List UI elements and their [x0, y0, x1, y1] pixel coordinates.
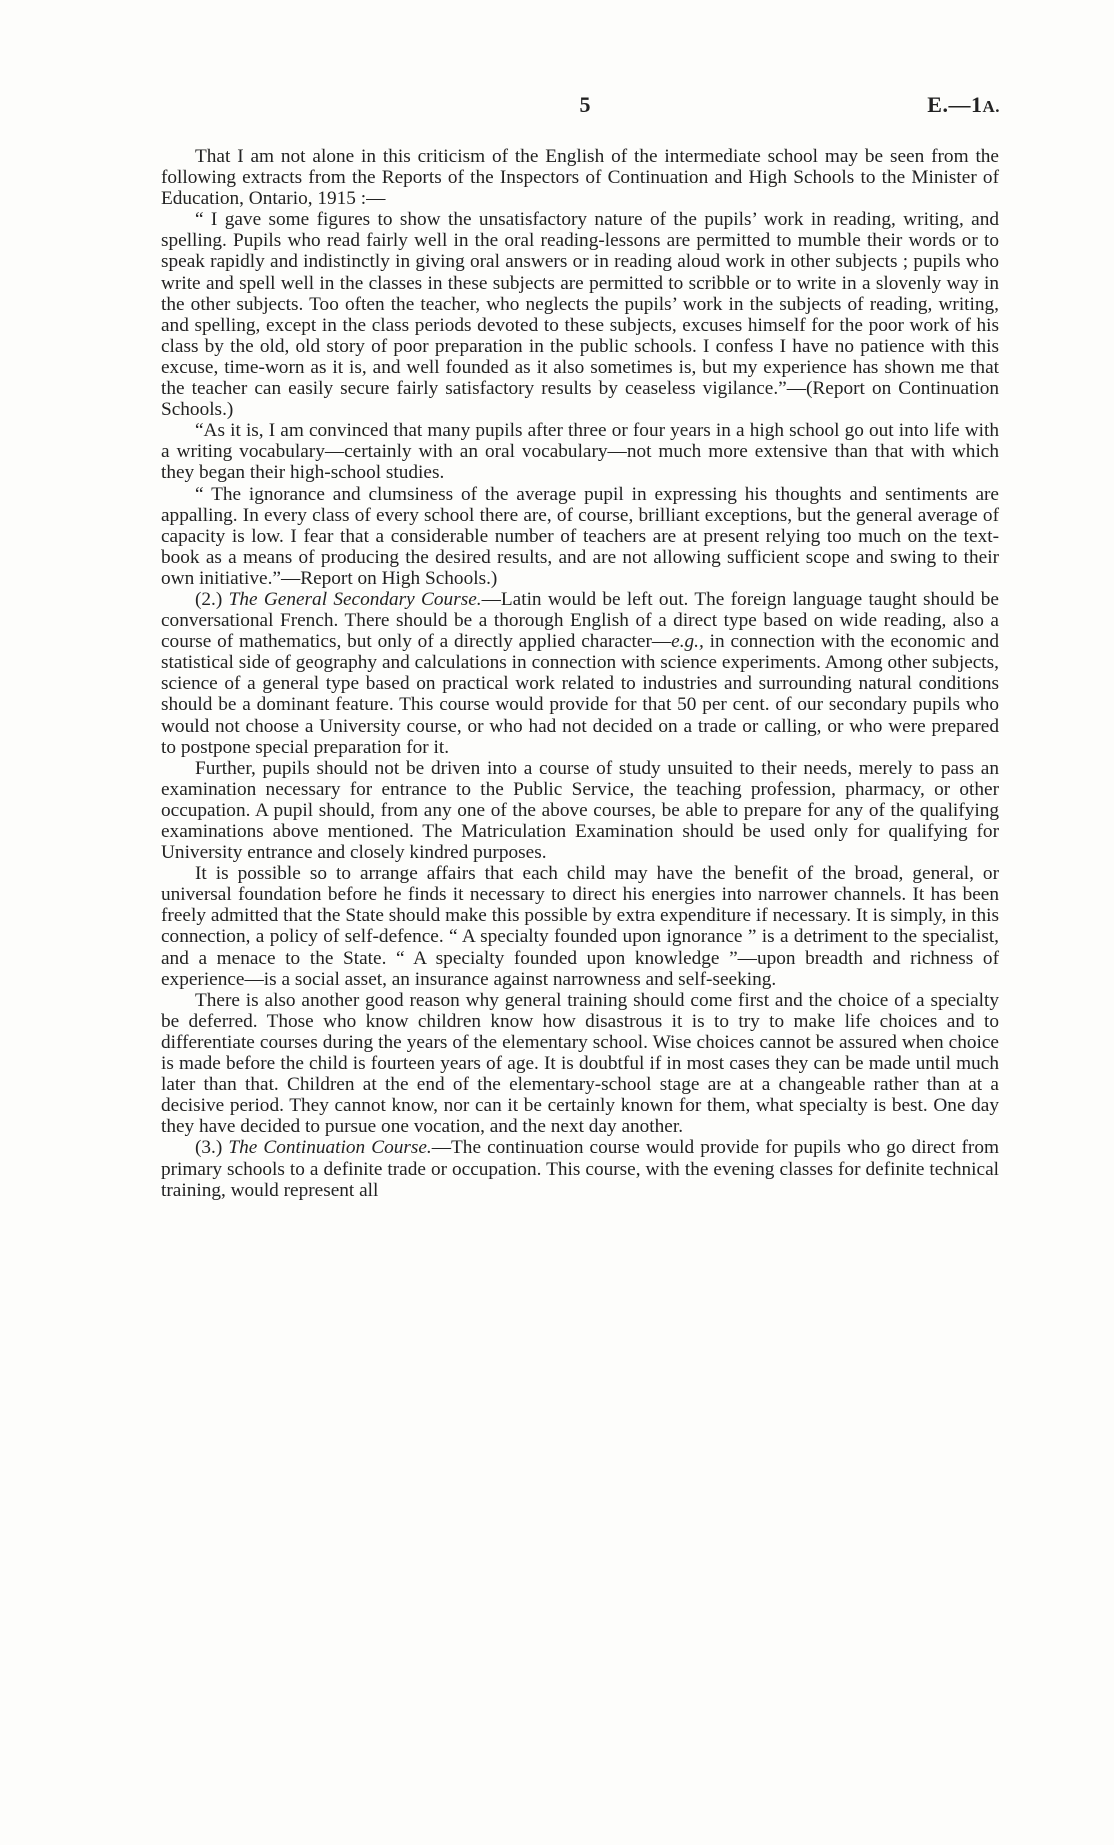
document-reference-main: E.—1 [927, 92, 983, 117]
page-number: 5 [579, 92, 591, 117]
section-heading: The General Secondary Course. [228, 588, 482, 610]
paragraph-text: —The continuation course would provide for pupils who go direct from primary schools to a definite trade or occupation. This course, with the evening classes for definite technical training, would represent all [161, 1137, 999, 1201]
paragraph-text: —Latin would be left out. The foreign language taught should be conversational French. There should be a thorough English of a direct type based on wide reading, also a course of mathematics, but only of a directly applied character— [161, 588, 999, 653]
paragraph: That I am not alone in this criticism of the English of the intermediate school may be seen from the following extracts from the Reports of the Inspectors of Continuation and High Schools to the Minister of Education, Ontario, 1915 :— [161, 146, 999, 210]
quoted-paragraph: “ The ignorance and clumsiness of the average pupil in expressing his thoughts and sentiments are appalling. In every class of every school there are, of course, brilliant exceptions, but the general average of capacity is low. I fear that a considerable number of teachers are at present relying too much on the text-book as a means of producing the desired results, and are not allowing sufficient scope and swing to their own initiative.”—Report on High Schools.) [161, 483, 999, 589]
paragraph-text: in connection with the economic and statistical side of geography and calculations in connection with science experiments. Among other subjects, science of a general type based on practical work related to industries and surrounding natural conditions should be a dominant feature. This course would provide for that 50 per cent. of our secondary pupils who would not choose a University course, or who had not decided on a trade or calling, or who were prepared to postpone special preparation for it. [161, 631, 999, 758]
section-number: (2.) [195, 588, 229, 610]
paragraph-continuation-course [161, 1137, 999, 1200]
quoted-paragraph: “As it is, I am convinced that many pupils after three or four years in a high school go out into life with a writing vocabulary—certainly with an oral vocabulary—not much more extensive than that with which they began their high-school studies. [161, 420, 999, 484]
document-reference [927, 92, 1000, 118]
body-text [161, 146, 999, 1201]
section-number: (3.) [195, 1137, 229, 1159]
paragraph-general-secondary-course [161, 589, 999, 758]
quoted-paragraph: “ I gave some figures to show the unsatisfactory nature of the pupils’ work in reading, writing, and spelling. Pupils who read fairly well in the oral reading-lessons are permitted to mumble their words or to speak rapidly and indistinctly in giving oral answers or in reading aloud work in other subjects ; pupils who write and spell well in the classes in these subjects are permitted to scribble or to write in a slovenly way in the other subjects. Too often the teacher, who neglects the pupils’ work in the subjects of reading, writing, and spelling, except in the class periods devoted to these subjects, excuses himself for the poor work of his class by the old, old story of poor preparation in the public schools. I confess I have no patience with this excuse, time-worn as it is, and well founded as it also sometimes is, but my experience has shown me that the teacher can easily secure fairly satisfactory results by ceaseless vigilance.”—(Report on Continuation Schools.) [161, 209, 999, 421]
page-header [170, 92, 1000, 122]
emphasis: e.g., [671, 631, 704, 653]
paragraph: There is also another good reason why general training should come first and the choice of a specialty be deferred. Those who know children know how disastrous it is to try to make life choices and to differentiate courses during the years of the elementary school. Wise choices cannot be assured when choice is made before the child is fourteen years of age. It is doubtful if in most cases they can be made until much later than that. Children at the end of the elementary-school stage are at a changeable rather than at a decisive period. They cannot know, nor can it be certainly known for them, what specialty is best. One day they have decided to pursue one vocation, and the next day another. [161, 989, 999, 1138]
section-heading: The Continuation Course. [228, 1137, 432, 1159]
document-reference-suffix: A. [982, 97, 1000, 116]
paragraph: It is possible so to arrange affairs that each child may have the benefit of the broad, general, or universal foundation before he finds it necessary to direct his energies into narrower channels. It has been freely admitted that the State should make this possible by extra expenditure if necessary. It is simply, in this connection, a policy of self-defence. “ A specialty founded upon ignorance ” is a detriment to the specialist, and a menace to the State. “ A specialty founded upon knowledge ”—upon breadth and richness of experience—is a social asset, an insurance against narrowness and self-seeking. [161, 863, 999, 990]
paragraph: Further, pupils should not be driven into a course of study unsuited to their needs, merely to pass an examination necessary for entrance to the Public Service, the teaching profession, pharmacy, or other occupation. A pupil should, from any one of the above courses, be able to prepare for any of the qualifying examinations above mentioned. The Matriculation Examination should be used only for qualifying for University entrance and closely kindred purposes. [161, 757, 999, 864]
